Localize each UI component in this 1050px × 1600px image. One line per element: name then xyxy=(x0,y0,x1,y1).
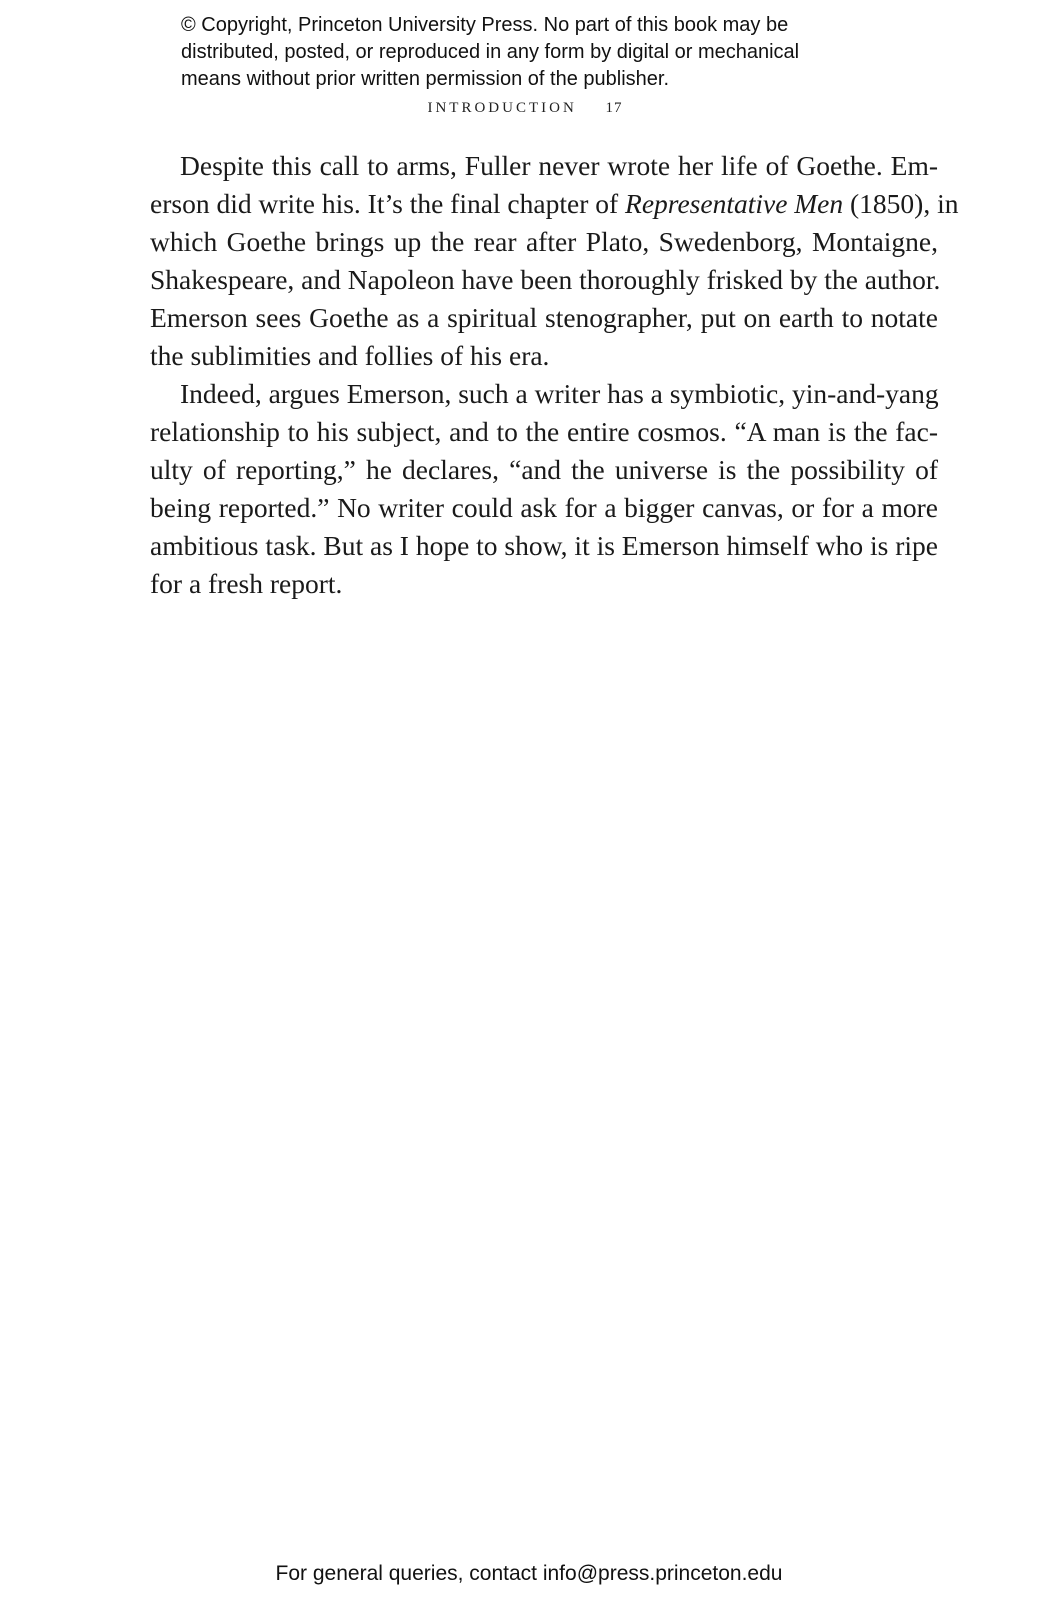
paragraph xyxy=(150,147,959,375)
running-head xyxy=(0,100,1050,117)
copyright-line: © Copyright, Princeton University Press. No part of this book may be xyxy=(181,14,789,36)
text-segment: erson did write his. It’s the final chapter of xyxy=(150,188,626,219)
text-line: ulty of reporting,” he declares, “and the universe is the possibility of xyxy=(150,454,938,485)
paragraph xyxy=(150,375,938,603)
body-text xyxy=(150,147,959,603)
text-line: for a fresh report. xyxy=(150,568,343,599)
text-line: Despite this call to arms, Fuller never wrote her life of Goethe. Em- xyxy=(180,150,938,181)
text-line: being reported.” No writer could ask for a bigger canvas, or for a more xyxy=(150,492,938,523)
copyright-notice xyxy=(181,12,901,93)
footer-contact: For general queries, contact info@press.princeton.edu xyxy=(275,1562,783,1585)
page-number: 17 xyxy=(605,100,623,116)
copyright-line: means without prior written permission of the publisher. xyxy=(181,68,670,90)
text-line: ambitious task. But as I hope to show, it is Emerson himself who is ripe xyxy=(150,530,939,561)
text-line: relationship to his subject, and to the entire cosmos. “A man is the fac- xyxy=(150,416,938,447)
text-line: Indeed, argues Emerson, such a writer has a symbiotic, yin-and-yang xyxy=(180,378,939,409)
running-head-section: INTRODUCTION xyxy=(427,100,577,116)
text-line xyxy=(150,185,959,223)
text-line: the sublimities and follies of his era. xyxy=(150,340,550,371)
text-line: Shakespeare, and Napoleon have been thoroughly frisked by the author. xyxy=(150,264,941,295)
text-line: which Goethe brings up the rear after Plato, Swedenborg, Montaigne, xyxy=(150,226,938,257)
text-line: Emerson sees Goethe as a spiritual stenographer, put on earth to notate xyxy=(150,302,938,333)
copyright-line: distributed, posted, or reproduced in any form by digital or mechanical xyxy=(181,41,800,63)
book-title: Representative Men xyxy=(625,188,844,219)
text-segment: (1850), in xyxy=(843,188,959,219)
